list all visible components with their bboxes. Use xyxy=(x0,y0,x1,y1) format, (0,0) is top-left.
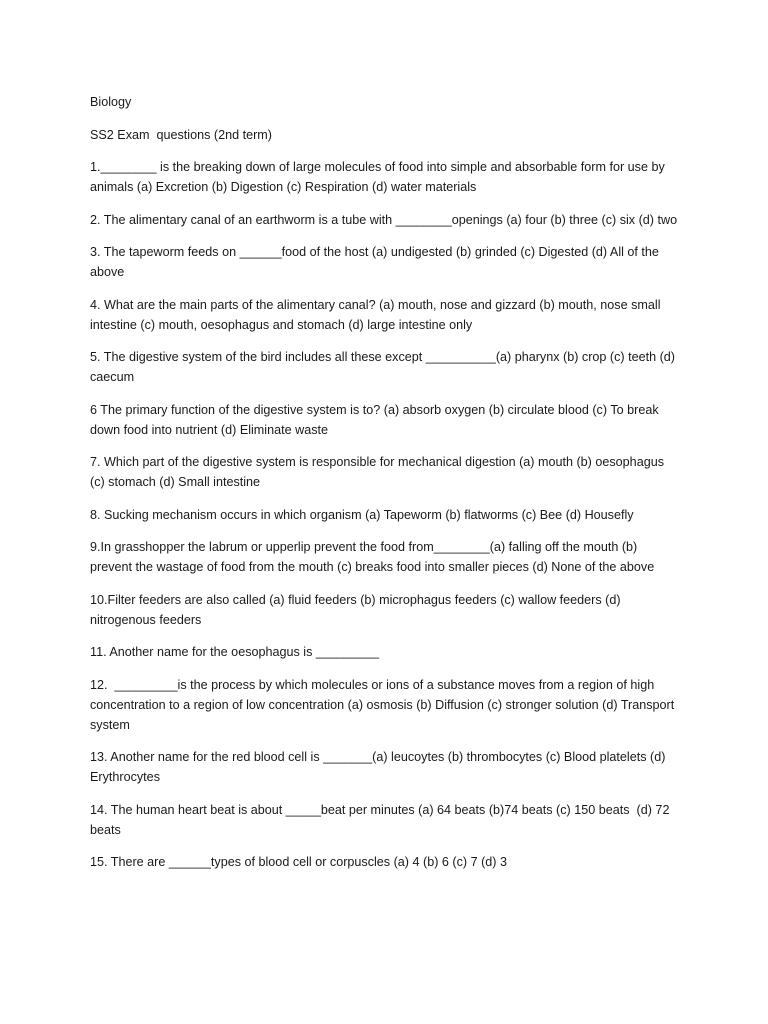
subject-heading: Biology xyxy=(90,95,132,109)
question-12: 12. _________is the process by which molecules or ions of a substance moves from a region of high concentration to a region of low concentration (a) osmosis (b) Diffusion (c) stronger solution (d) Transport system xyxy=(90,677,678,732)
question-4: 4. What are the main parts of the alimentary canal? (a) mouth, nose and gizzard (b) mouth, nose small intestine (c) mouth, oesophagus and stomach (d) large intestine only xyxy=(90,297,664,332)
question-5: 5. The digestive system of the bird includes all these except __________(a) pharynx (b) crop (c) teeth (d) caecum xyxy=(90,350,679,384)
question-1: 1.________ is the breaking down of large molecules of food into simple and absorbable form for use by animals (a) Excretion (b) Digestion (c) Respiration (d) water materials xyxy=(90,160,669,194)
question-3: 3. The tapeworm feeds on ______food of the host (a) undigested (b) grinded (c) Digested (d) All of the above xyxy=(90,245,663,279)
question-13: 13. Another name for the red blood cell is _______(a) leucoytes (b) thrombocytes (c) Blood platelets (d) Erythrocytes xyxy=(90,750,669,784)
question-14: 14. The human heart beat is about _____beat per minutes (a) 64 beats (b)74 beats (c) 150 beats (d) 72 beats xyxy=(90,802,673,837)
question-8: 8. Sucking mechanism occurs in which organism (a) Tapeworm (b) flatworms (c) Bee (d) Housefly xyxy=(90,507,634,522)
exam-title: SS2 Exam questions (2nd term) xyxy=(90,127,272,142)
question-6: 6 The primary function of the digestive system is to? (a) absorb oxygen (b) circulate blood (c) To break down food into nutrient (d) Eliminate waste xyxy=(90,402,663,437)
question-10: 10.Filter feeders are also called (a) fluid feeders (b) microphagus feeders (c) wallow feeders (d) nitrogenous feeders xyxy=(90,592,625,627)
question-2: 2. The alimentary canal of an earthworm is a tube with ________openings (a) four (b) three (c) six (d) two xyxy=(90,212,678,227)
question-9: 9.In grasshopper the labrum or upperlip prevent the food from________(a) falling off the mouth (b) prevent the wastage of food from the mouth (c) breaks food into smaller pieces (d) None of the above xyxy=(90,540,655,574)
question-11: 11. Another name for the oesophagus is _________ xyxy=(90,645,379,659)
document-page xyxy=(90,92,680,885)
question-15: 15. There are ______types of blood cell or corpuscles (a) 4 (b) 6 (c) 7 (d) 3 xyxy=(90,855,507,869)
question-7: 7. Which part of the digestive system is responsible for mechanical digestion (a) mouth (b) oesophagus (c) stomach (d) Small intestine xyxy=(90,455,668,489)
